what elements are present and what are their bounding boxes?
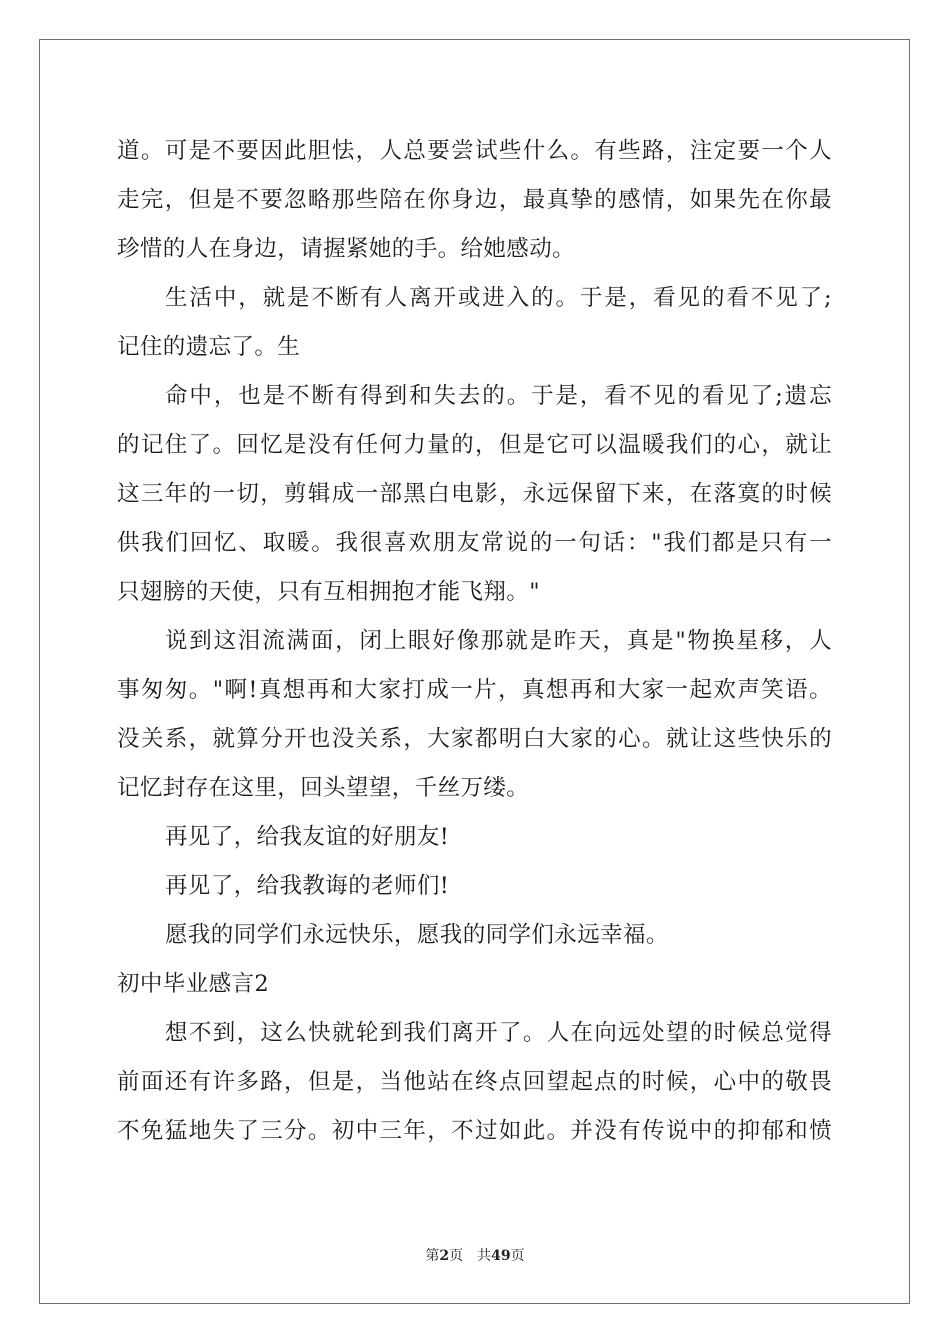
text-line: 生活中，就是不断有人离开或进入的。于是，看见的看不见了; (165, 285, 832, 311)
page-prefix: 第 (425, 1248, 440, 1264)
text-line: 再见了，给我友谊的好朋友! (165, 824, 450, 850)
text-line: 没关系，就算分开也没关系，大家都明白大家的心。就让这些快乐的 (117, 726, 832, 752)
text-line: 命中，也是不断有得到和失去的。于是，看不见的看见了;遗忘 (165, 383, 832, 409)
text-line: 想不到，这么快就轮到我们离开了。人在向远处望的时候总觉得 (165, 1020, 832, 1046)
text-line: 珍惜的人在身边，请握紧她的手。给她感动。 (117, 236, 576, 262)
text-line: 愿我的同学们永远快乐，愿我的同学们永远幸福。 (165, 922, 669, 948)
total-page-number: 49 (491, 1248, 511, 1264)
text-line: 初中毕业感言2 (117, 971, 270, 997)
text-line: 供我们回忆、取暖。我很喜欢朋友常说的一句话："我们都是只有一 (117, 530, 832, 556)
text-line: 道。可是不要因此胆怯，人总要尝试些什么。有些路，注定要一个人 (117, 138, 832, 164)
document-body (117, 127, 832, 1156)
text-line: 不免猛地失了三分。初中三年，不过如此。并没有传说中的抑郁和愤 (117, 1118, 832, 1144)
text-line: 这三年的一切，剪辑成一部黑白电影，永远保留下来，在落寞的时候 (117, 481, 832, 507)
text-line: 走完，但是不要忽略那些陪在你身边，最真挚的感情，如果先在你最 (117, 187, 832, 213)
text-line: 事匆匆。"啊!真想再和大家打成一片，真想再和大家一起欢声笑语。 (117, 677, 832, 703)
current-page-number: 2 (439, 1248, 450, 1264)
text-line: 只翅膀的天使，只有互相拥抱才能飞翔。" (117, 579, 540, 605)
total-unit: 页 (510, 1248, 525, 1264)
page-footer (0, 1246, 950, 1266)
text-line: 的记住了。回忆是没有任何力量的，但是它可以温暖我们的心，就让 (117, 432, 832, 458)
text-line: 前面还有许多路，但是，当他站在终点回望起点的时候，心中的敬畏 (117, 1069, 832, 1095)
page-unit: 页 (449, 1248, 464, 1264)
text-line: 说到这泪流满面，闭上眼好像那就是昨天，真是"物换星移，人 (165, 628, 832, 654)
text-line: 记住的遗忘了。生 (117, 334, 301, 360)
text-line: 记忆封存在这里，回头望望，千丝万缕。 (117, 775, 530, 801)
text-line: 再见了，给我教诲的老师们! (165, 873, 450, 899)
total-prefix: 共 (477, 1248, 492, 1264)
